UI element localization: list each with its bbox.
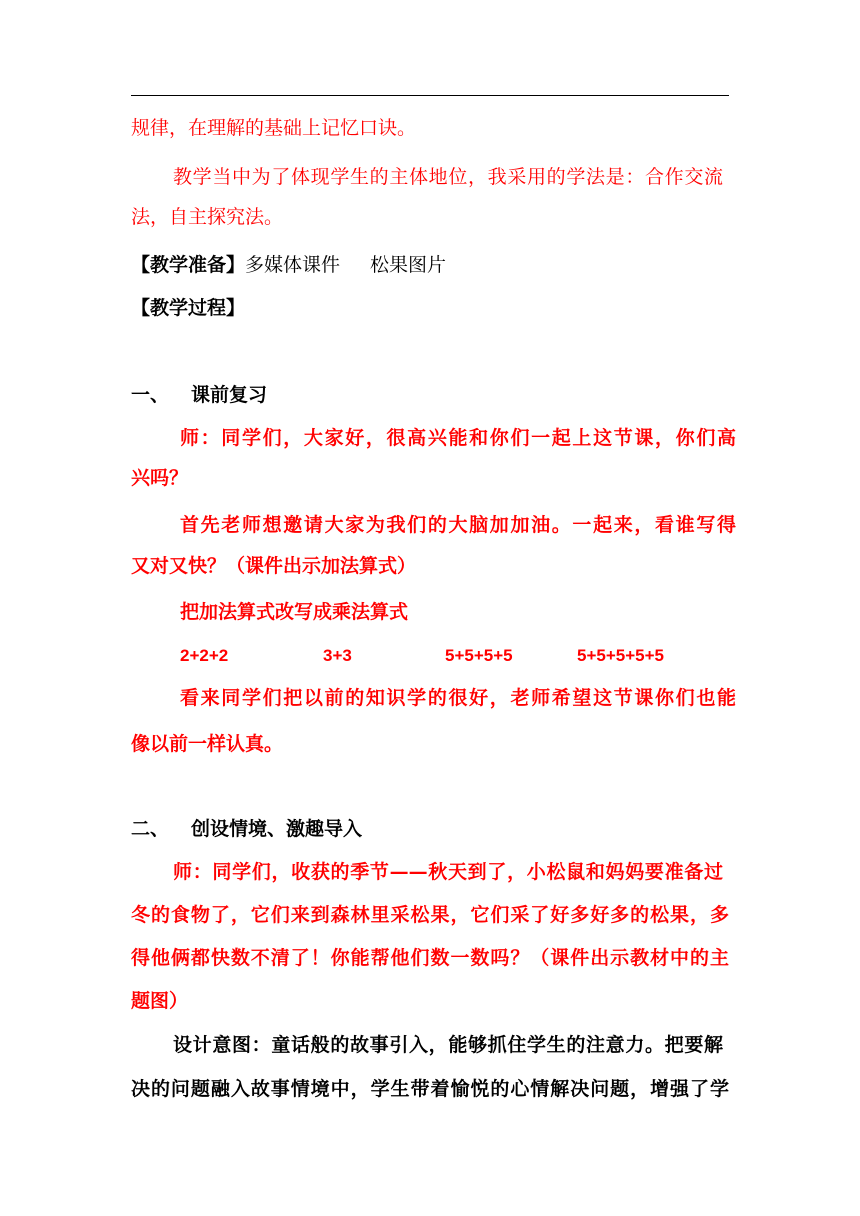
- section-1-paragraph-1-line-1: 师：同学们，大家好，很高兴能和你们一起上这节课，你们高: [180, 427, 736, 449]
- section-2-paragraph-1-line-1: 师：同学们，收获的季节——秋天到了，小松鼠和妈妈要准备过: [173, 861, 723, 883]
- section-2-paragraph-1-line-3: 得他俩都快数不清了！你能帮他们数一数吗？（课件出示教材中的主: [131, 947, 729, 969]
- teaching-prep-item-multimedia: 多媒体课件: [245, 254, 341, 276]
- section-2-heading: [131, 817, 362, 841]
- method-paragraph-line-1: 教学当中为了体现学生的主体地位，我采用的学法是：合作交流: [173, 166, 723, 188]
- expression-1: 2+2+2: [180, 646, 229, 665]
- expression-4: 5+5+5+5+5: [577, 646, 664, 665]
- text-line: 规律，在理解的基础上记忆口诀。: [131, 117, 417, 139]
- teaching-process-label: 【教学过程】: [131, 297, 246, 319]
- section-1-paragraph-2-line-2: 又对又快？（课件出示加法算式）: [131, 555, 417, 577]
- section-1-paragraph-4-line-1: 看来同学们把以前的知识学的很好，老师希望这节课你们也能: [180, 687, 736, 709]
- section-1-paragraph-2-line-1: 首先老师想邀请大家为我们的大脑加加油。一起来，看谁写得: [180, 514, 736, 536]
- section-1-title: 课前复习: [191, 384, 268, 406]
- section-1-number: 一、: [131, 384, 170, 406]
- teaching-prep-label: 【教学准备】: [131, 254, 246, 276]
- method-paragraph-line-2: 法，自主探究法。: [131, 206, 284, 228]
- teaching-prep-item-pinecone: 松果图片: [370, 254, 447, 276]
- section-1-paragraph-4-line-2: 像以前一样认真。: [131, 733, 284, 755]
- header-rule: [131, 95, 729, 96]
- section-2-number: 二、: [131, 818, 170, 840]
- expression-3: 5+5+5+5: [445, 646, 513, 665]
- section-2-paragraph-1-line-2: 冬的食物了，它们来到森林里采松果，它们采了好多好多的松果，多: [131, 904, 729, 926]
- design-intent-line-1: 设计意图：童话般的故事引入，能够抓住学生的注意力。把要解: [173, 1034, 723, 1056]
- section-2-title: 创设情境、激趣导入: [191, 818, 363, 840]
- design-intent-line-2: 决的问题融入故事情境中，学生带着愉悦的心情解决问题，增强了学: [131, 1078, 729, 1100]
- section-1-paragraph-1-line-2: 兴吗？: [131, 467, 189, 489]
- section-1-paragraph-3: 把加法算式改写成乘法算式: [180, 601, 409, 623]
- section-1-heading: [131, 383, 267, 407]
- teaching-prep: [131, 253, 446, 277]
- section-2-paragraph-1-line-4: 题图）: [131, 990, 189, 1012]
- expression-2: 3+3: [323, 646, 352, 665]
